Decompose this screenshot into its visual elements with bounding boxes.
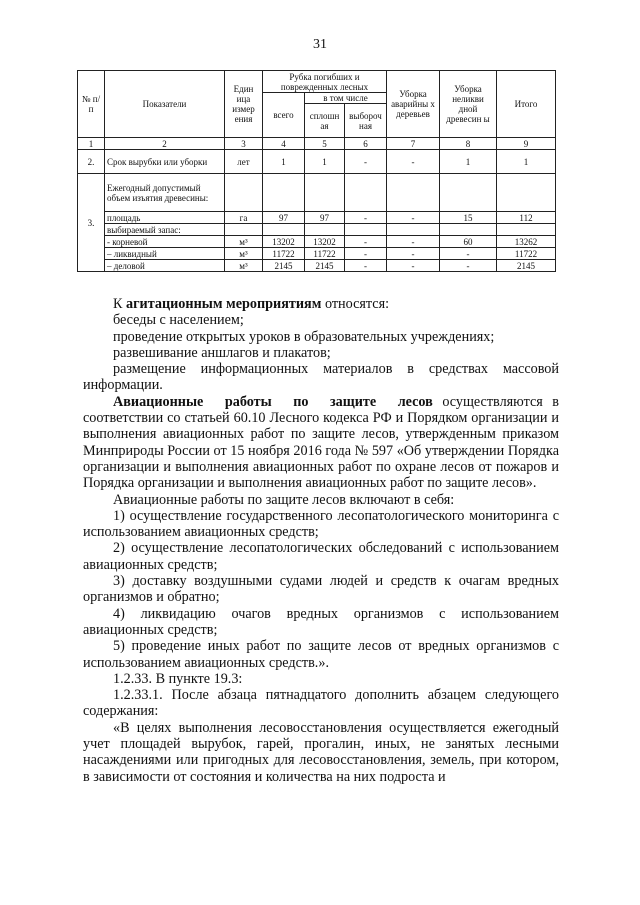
cell [345,174,387,212]
cell: 11722 [497,248,556,260]
cell: - [345,150,387,174]
cell: 97 [263,212,305,224]
cell: - [345,212,387,224]
row-num: 2. [78,150,105,174]
header-total: всего [263,93,305,138]
cell [497,174,556,212]
text-run: относятся: [321,296,390,312]
header-illiquid: Уборка неликви дной древесин ы [440,71,497,138]
table-row [78,224,556,236]
paragraph: размещение информационных материалов в средствах массовой информации. [83,361,559,394]
cell [440,224,497,236]
paragraph: развешивание аншлагов и плакатов; [113,344,331,361]
paragraph: «В целях выполнения лесовосстановления осуществляется ежегодный учет площадей вырубок, гарей, прогалин, иных, не занятых лесными насаждениями или пригодных для лесовосстановления, земель, при котором, в зависимости от состояния и количества на них подроста и [83,719,559,785]
header-indicators: Показатели [105,71,225,138]
row-unit: м³ [225,236,263,248]
cell [305,174,345,212]
cell: 1 [305,150,345,174]
cell: 112 [497,212,556,224]
cell: 13202 [263,236,305,248]
col-number: 9 [497,138,556,150]
numbering-row [78,138,556,150]
table-row [78,212,556,224]
paragraph [83,296,559,312]
header-incl: в том числе [305,93,387,104]
cell: - [387,150,440,174]
cell: 13202 [305,236,345,248]
cell [387,224,440,236]
cell: 2145 [305,260,345,272]
page-number: 31 [313,37,327,52]
table-row [78,236,556,248]
cell: - [440,248,497,260]
cell: 1 [440,150,497,174]
cell: 13262 [497,236,556,248]
paragraph: проведение открытых уроков в образовательных учреждениях; [113,328,495,345]
cell: - [387,260,440,272]
row-label: Ежегодный допустимый объем изъятия древесины: [105,174,225,212]
cell: - [345,260,387,272]
col-number: 3 [225,138,263,150]
row-label: – ликвидный [105,248,225,260]
list-item: 5) проведение иных работ по защите лесов от вредных организмов с использованием авиационных средств.». [83,638,559,671]
table-row [78,248,556,260]
cell [387,174,440,212]
header-itogo: Итого [497,71,556,138]
document-body [83,296,559,785]
col-number: 4 [263,138,305,150]
col-number: 2 [105,138,225,150]
cell: - [387,248,440,260]
col-number: 8 [440,138,497,150]
table-row [78,150,556,174]
col-number: 5 [305,138,345,150]
table-row [78,174,556,212]
list-item: 1) осуществление государственного лесопатологического мониторинга с использованием авиационных средств; [83,507,559,541]
row-label: площадь [105,212,225,224]
cell: - [440,260,497,272]
cell: - [345,236,387,248]
col-number: 1 [78,138,105,150]
row-unit [225,224,263,236]
cell: 60 [440,236,497,248]
paragraph: 1.2.33. В пункте 19.3: [113,670,243,687]
cell: 1 [497,150,556,174]
row-num: 3. [78,174,105,272]
bold-term: агитационным мероприятиям [126,296,322,312]
cell: 11722 [263,248,305,260]
paragraph: Авиационные работы по защите лесов включают в себя: [113,491,455,508]
header-unit: Един ица измер ения [225,71,263,138]
cell: 11722 [305,248,345,260]
row-unit: га [225,212,263,224]
col-number: 7 [387,138,440,150]
header-emergency: Уборка аварийны х деревьев [387,71,440,138]
row-label: Срок вырубки или уборки [105,150,225,174]
row-label: - корневой [105,236,225,248]
paragraph: 1.2.33.1. После абзаца пятнадцатого дополнить абзацем следующего содержания: [83,687,559,720]
cell: - [387,236,440,248]
forest-harvest-table [77,70,556,272]
cell: 2145 [497,260,556,272]
header-num: № п/п [78,71,105,138]
table-row [78,260,556,272]
cell [305,224,345,236]
cell [263,224,305,236]
cell [497,224,556,236]
cell [263,174,305,212]
row-label: – деловой [105,260,225,272]
header-solid: сплошн ая [305,104,345,138]
row-unit: лет [225,150,263,174]
bold-term: Авиационные работы по защите лесов [113,393,433,410]
row-unit [225,174,263,212]
cell [440,174,497,212]
paragraph: беседы с населением; [113,312,244,329]
cell: 15 [440,212,497,224]
cell: - [345,248,387,260]
row-unit: м³ [225,248,263,260]
text-run: К [113,296,127,312]
cell: - [387,212,440,224]
text-run: осуществляются в соответствии со статьей 60.10 Лесного кодекса РФ и Порядком организации и выполнения авиационных работ по защите лесов, утвержденным приказом Минприроды России от 15 ноября 2016 года № 597 «Об утверждении Порядка организации и выполнения авиационных работ по охране лесов от пожаров и Порядка организации и выполнения авиационных работ по защите лесов». [83,393,559,492]
header-selective: выбороч ная [345,104,387,138]
list-item: 4) ликвидацию очагов вредных организмов с использованием авиационных средств; [83,605,559,638]
list-item: 3) доставку воздушными судами людей и средств к очагам вредных организмов и обратно; [83,573,559,606]
cell: 97 [305,212,345,224]
cell [345,224,387,236]
header-felling-group: Рубка погибших и поврежденных лесных [263,71,387,93]
cell: 1 [263,150,305,174]
row-unit: м³ [225,260,263,272]
paragraph [83,394,559,492]
list-item: 2) осуществление лесопатологических обследований с использованием авиационных средств; [83,540,559,573]
cell: 2145 [263,260,305,272]
row-label: выбираемый запас: [105,224,225,236]
col-number: 6 [345,138,387,150]
